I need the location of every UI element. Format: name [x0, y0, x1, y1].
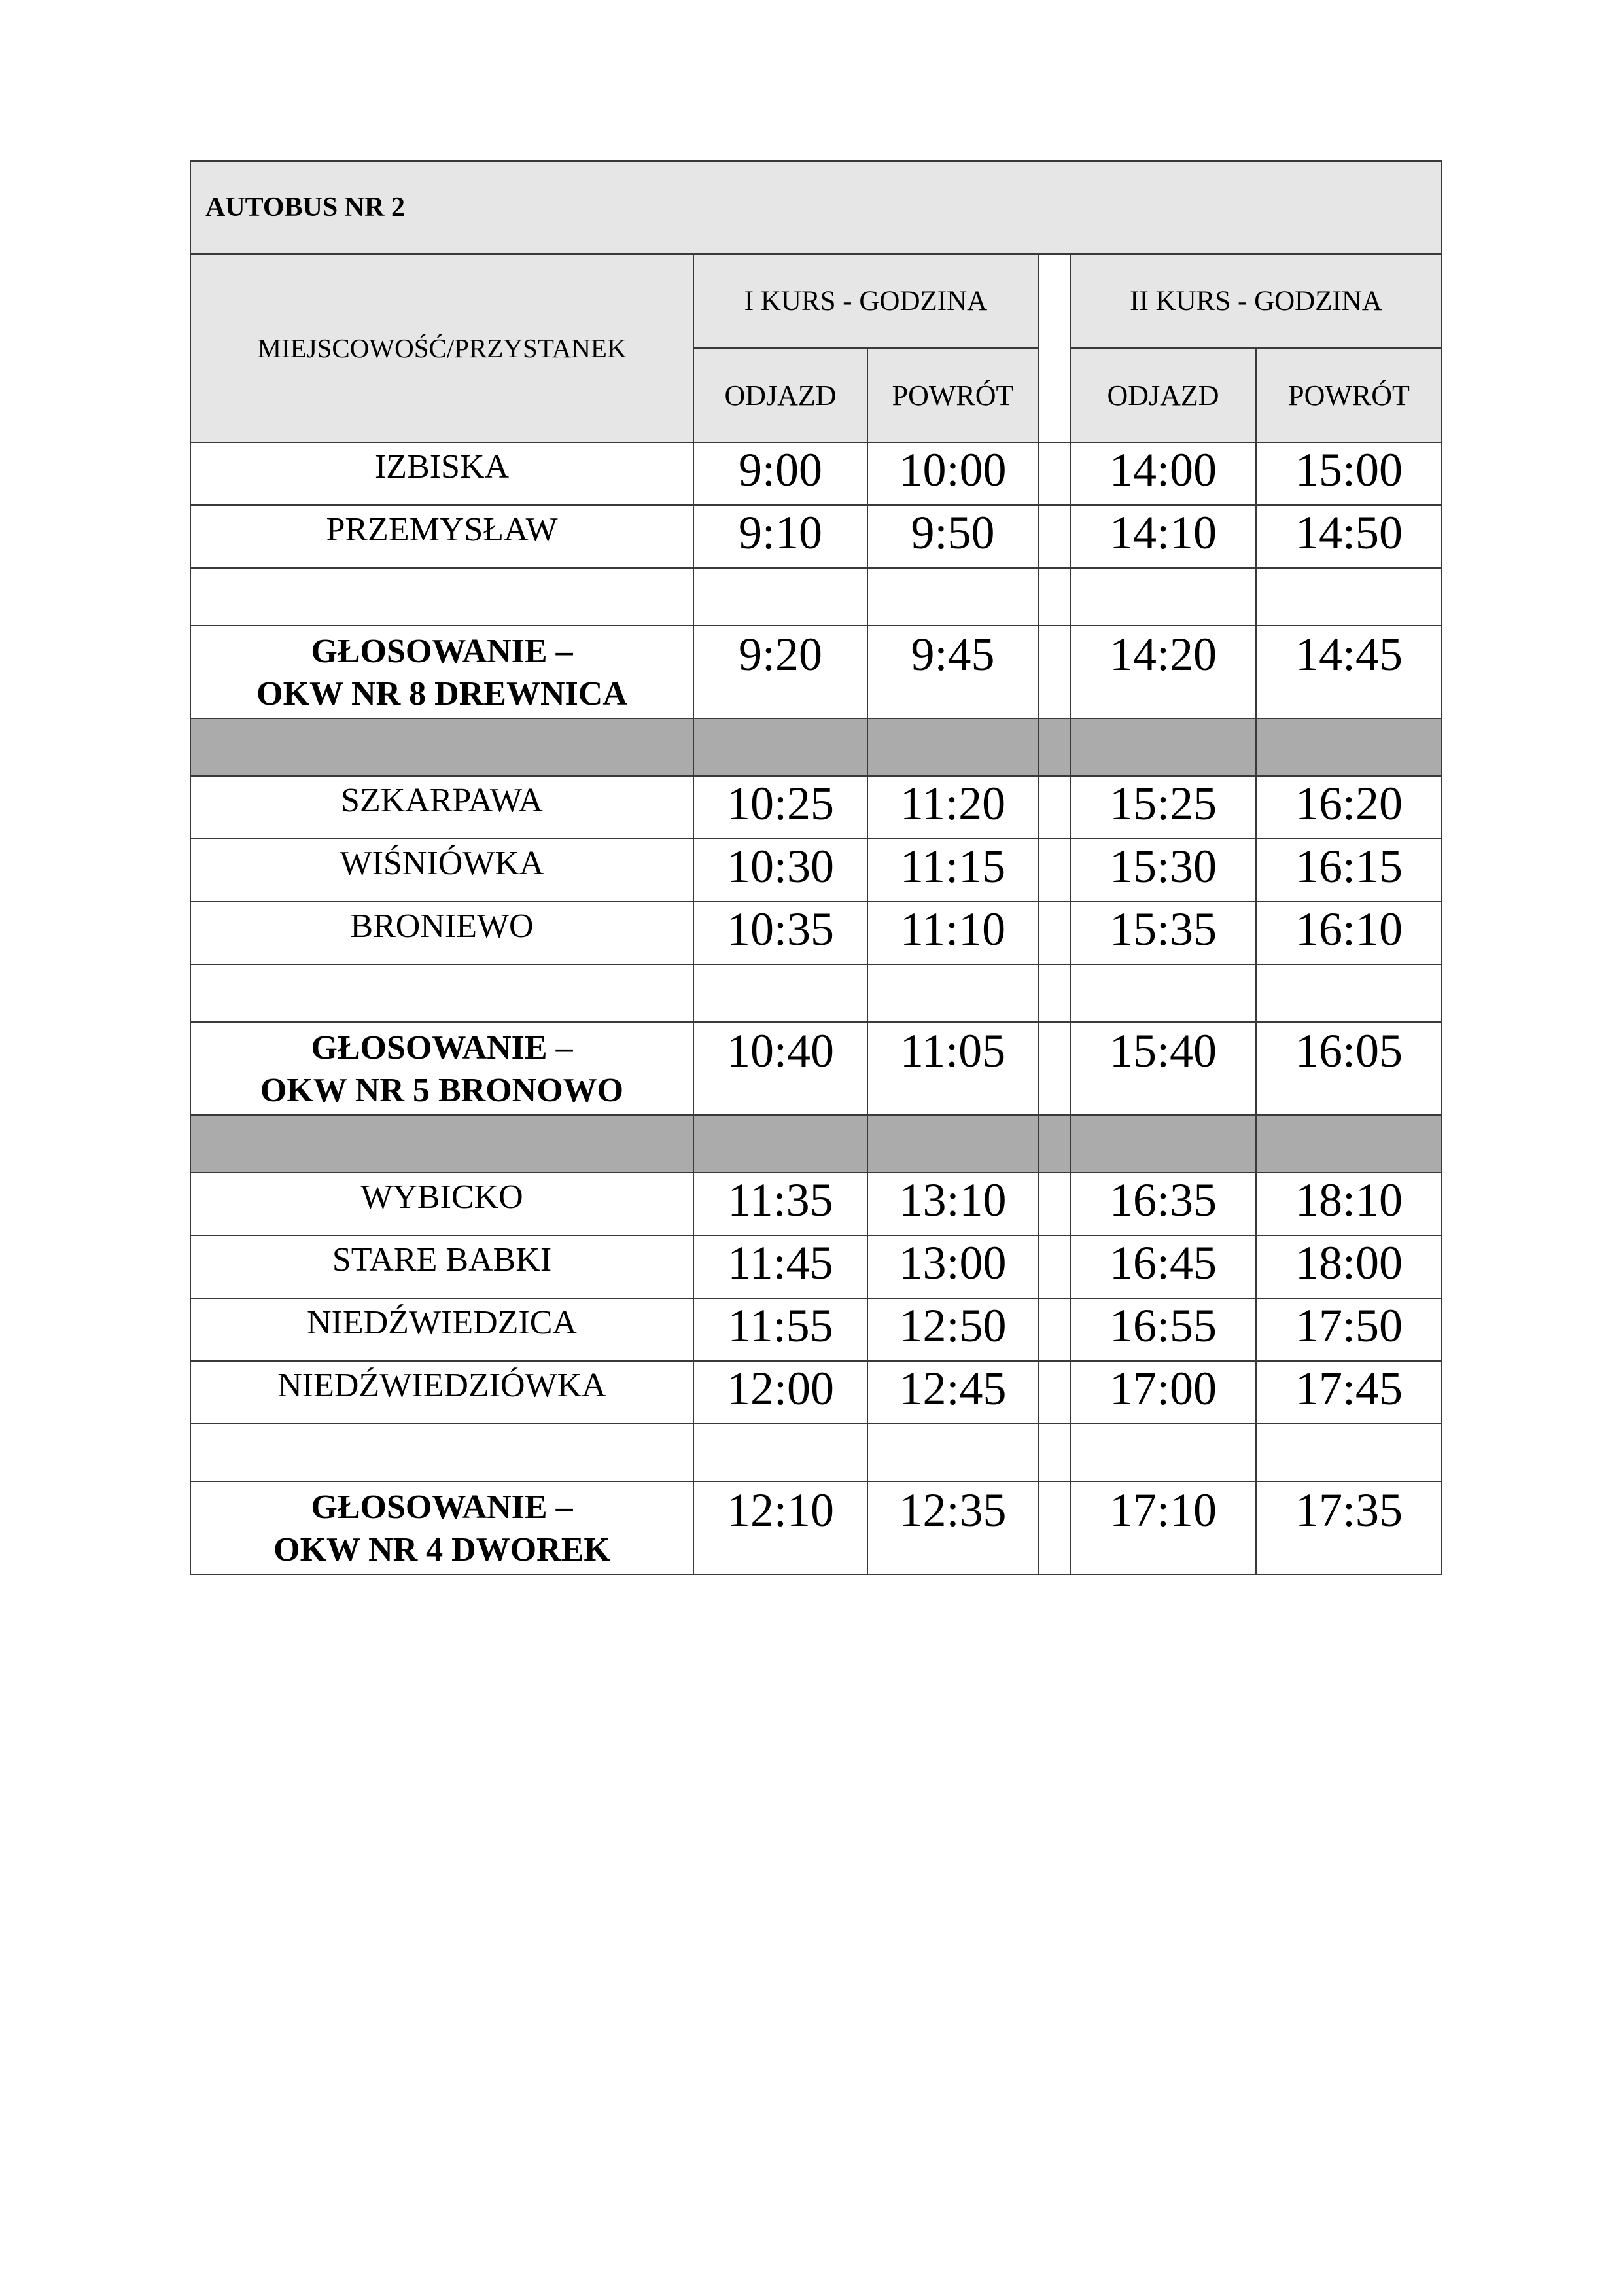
timetable-body	[190, 161, 1442, 1574]
blank-cell	[693, 1424, 867, 1481]
blank-cell	[1256, 1115, 1442, 1173]
stop-row	[190, 902, 1442, 964]
course2-return-time: 17:35	[1256, 1481, 1442, 1574]
blank-cell	[1070, 718, 1256, 776]
blank-cell	[1038, 568, 1070, 626]
stop-name: STARE BABKI	[190, 1235, 693, 1298]
course1-return-time: 9:45	[867, 626, 1038, 718]
blank-cell	[1070, 1424, 1256, 1481]
course2-header: II KURS - GODZINA	[1070, 254, 1442, 348]
course1-return-time: 11:20	[867, 776, 1038, 839]
voting-label: GŁOSOWANIE –	[311, 633, 573, 670]
course2-departure-time: 14:00	[1070, 442, 1256, 505]
course1-departure-time: 10:25	[693, 776, 867, 839]
stop-column-header: MIEJSCOWOŚĆ/PRZYSTANEK	[190, 254, 693, 442]
course2-return-header: POWRÓT	[1256, 348, 1442, 442]
blank-cell	[1038, 1424, 1070, 1481]
column-gap	[1038, 626, 1070, 718]
course1-return-time: 11:10	[867, 902, 1038, 964]
blank-cell	[1256, 568, 1442, 626]
course1-return-time: 12:50	[867, 1298, 1038, 1361]
course1-departure-time: 11:55	[693, 1298, 867, 1361]
course1-return-header: POWRÓT	[867, 348, 1038, 442]
course2-departure-time: 14:10	[1070, 505, 1256, 568]
column-gap	[1038, 1173, 1070, 1235]
course1-departure-time: 9:10	[693, 505, 867, 568]
course1-departure-header: ODJAZD	[693, 348, 867, 442]
empty-row	[190, 1424, 1442, 1481]
course1-return-time: 11:05	[867, 1022, 1038, 1115]
course1-departure-time: 10:40	[693, 1022, 867, 1115]
course2-departure-time: 15:25	[1070, 776, 1256, 839]
stop-name: PRZEMYSŁAW	[190, 505, 693, 568]
stop-row	[190, 839, 1442, 902]
column-gap	[1038, 1235, 1070, 1298]
course1-departure-time: 10:30	[693, 839, 867, 902]
blank-cell	[1070, 964, 1256, 1022]
column-gap	[1038, 1298, 1070, 1361]
blank-cell	[190, 1115, 693, 1173]
course1-return-time: 10:00	[867, 442, 1038, 505]
course1-departure-time: 9:20	[693, 626, 867, 718]
blank-cell	[867, 568, 1038, 626]
blank-cell	[1256, 964, 1442, 1022]
blank-cell	[867, 718, 1038, 776]
course2-return-time: 15:00	[1256, 442, 1442, 505]
blank-cell	[1038, 964, 1070, 1022]
column-gap	[1038, 839, 1070, 902]
course2-departure-header: ODJAZD	[1070, 348, 1256, 442]
blank-cell	[867, 1115, 1038, 1173]
course1-return-time: 12:45	[867, 1361, 1038, 1424]
course2-return-time: 16:05	[1256, 1022, 1442, 1115]
stop-row	[190, 442, 1442, 505]
stop-name: WYBICKO	[190, 1173, 693, 1235]
voting-stop-name	[190, 626, 693, 718]
blank-cell	[867, 1424, 1038, 1481]
course1-return-time: 9:50	[867, 505, 1038, 568]
course2-departure-time: 16:35	[1070, 1173, 1256, 1235]
blank-cell	[1256, 1424, 1442, 1481]
stop-name: BRONIEWO	[190, 902, 693, 964]
blank-cell	[190, 964, 693, 1022]
course2-return-time: 14:45	[1256, 626, 1442, 718]
separator-row	[190, 1115, 1442, 1173]
voting-stop-row	[190, 1481, 1442, 1574]
empty-row	[190, 568, 1442, 626]
course2-departure-time: 15:35	[1070, 902, 1256, 964]
column-gap	[1038, 776, 1070, 839]
course2-departure-time: 17:10	[1070, 1481, 1256, 1574]
bus-timetable	[190, 160, 1442, 1575]
polling-station-label: OKW NR 4 DWOREK	[273, 1531, 610, 1568]
blank-cell	[1038, 1115, 1070, 1173]
course1-departure-time: 9:00	[693, 442, 867, 505]
blank-cell	[693, 568, 867, 626]
blank-cell	[1038, 718, 1070, 776]
course1-return-time: 12:35	[867, 1481, 1038, 1574]
column-gap	[1038, 902, 1070, 964]
column-gap	[1038, 505, 1070, 568]
column-gap	[1038, 1481, 1070, 1574]
empty-row	[190, 964, 1442, 1022]
course2-return-time: 16:10	[1256, 902, 1442, 964]
blank-cell	[190, 1424, 693, 1481]
voting-stop-row	[190, 1022, 1442, 1115]
blank-cell	[693, 718, 867, 776]
column-gap	[1038, 1022, 1070, 1115]
blank-cell	[693, 1115, 867, 1173]
course1-return-time: 13:10	[867, 1173, 1038, 1235]
stop-row	[190, 1173, 1442, 1235]
column-gap	[1038, 254, 1070, 442]
course2-departure-time: 15:40	[1070, 1022, 1256, 1115]
course2-departure-time: 16:55	[1070, 1298, 1256, 1361]
stop-row	[190, 776, 1442, 839]
voting-label: GŁOSOWANIE –	[311, 1029, 573, 1067]
course2-departure-time: 16:45	[1070, 1235, 1256, 1298]
stop-row	[190, 1235, 1442, 1298]
table-title: AUTOBUS NR 2	[190, 161, 1442, 254]
voting-label: GŁOSOWANIE –	[311, 1489, 573, 1526]
course2-departure-time: 17:00	[1070, 1361, 1256, 1424]
blank-cell	[1256, 718, 1442, 776]
stop-row	[190, 1361, 1442, 1424]
separator-row	[190, 718, 1442, 776]
course1-departure-time: 10:35	[693, 902, 867, 964]
course2-return-time: 17:45	[1256, 1361, 1442, 1424]
course1-return-time: 13:00	[867, 1235, 1038, 1298]
header-row-courses	[190, 254, 1442, 348]
course2-return-time: 18:00	[1256, 1235, 1442, 1298]
course2-return-time: 16:15	[1256, 839, 1442, 902]
blank-cell	[1070, 568, 1256, 626]
course2-return-time: 17:50	[1256, 1298, 1442, 1361]
course1-departure-time: 12:10	[693, 1481, 867, 1574]
course1-departure-time: 12:00	[693, 1361, 867, 1424]
course2-departure-time: 15:30	[1070, 839, 1256, 902]
stop-name: IZBISKA	[190, 442, 693, 505]
stop-name: NIEDŹWIEDZIÓWKA	[190, 1361, 693, 1424]
voting-stop-row	[190, 626, 1442, 718]
course2-return-time: 18:10	[1256, 1173, 1442, 1235]
voting-stop-name	[190, 1022, 693, 1115]
blank-cell	[190, 568, 693, 626]
column-gap	[1038, 1361, 1070, 1424]
course1-header: I KURS - GODZINA	[693, 254, 1038, 348]
blank-cell	[190, 718, 693, 776]
course1-return-time: 11:15	[867, 839, 1038, 902]
polling-station-label: OKW NR 5 BRONOWO	[260, 1072, 624, 1109]
stop-row	[190, 505, 1442, 568]
blank-cell	[693, 964, 867, 1022]
stop-name: SZKARPAWA	[190, 776, 693, 839]
voting-stop-name	[190, 1481, 693, 1574]
blank-cell	[867, 964, 1038, 1022]
title-row	[190, 161, 1442, 254]
stop-name: WIŚNIÓWKA	[190, 839, 693, 902]
course1-departure-time: 11:35	[693, 1173, 867, 1235]
blank-cell	[1070, 1115, 1256, 1173]
course2-return-time: 14:50	[1256, 505, 1442, 568]
stop-name: NIEDŹWIEDZICA	[190, 1298, 693, 1361]
polling-station-label: OKW NR 8 DREWNICA	[256, 675, 627, 713]
stop-row	[190, 1298, 1442, 1361]
column-gap	[1038, 442, 1070, 505]
course1-departure-time: 11:45	[693, 1235, 867, 1298]
course2-departure-time: 14:20	[1070, 626, 1256, 718]
course2-return-time: 16:20	[1256, 776, 1442, 839]
